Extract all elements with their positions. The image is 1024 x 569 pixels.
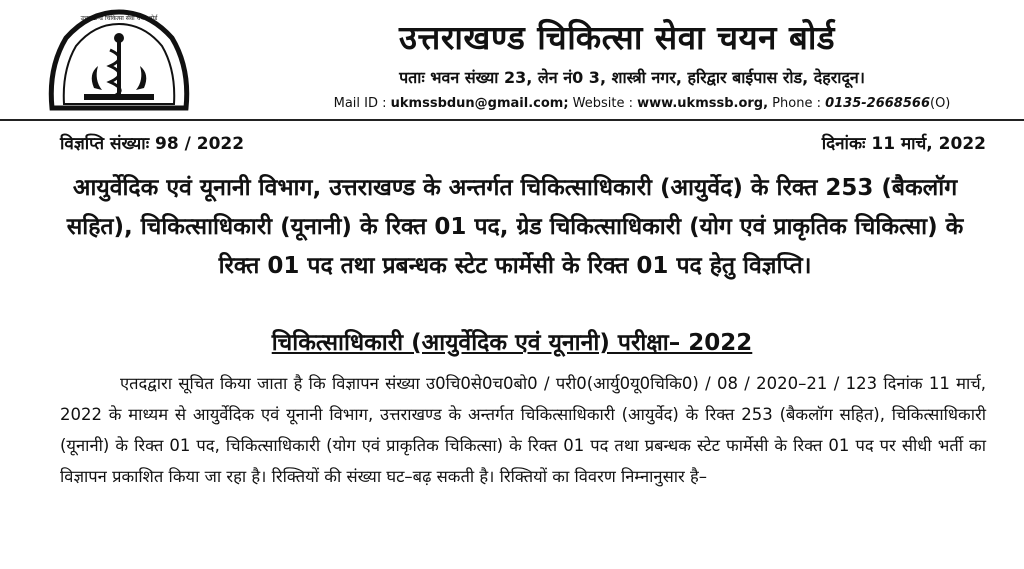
notice-heading: आयुर्वेदिक एवं यूनानी विभाग, उत्तराखण्ड के अन्तर्गत चिकित्साधिकारी (आयुर्वेद) के रिक्त 253 (बैकलॉग सहित), चिकित्साधिकारी (यूनानी) के रिक्त 01 पद, ग्रेड चिकित्साधिकारी (योग एवं प्राकृतिक चिकित्सा) के रिक्त 01 पद तथा प्रबन्धक स्टेट फार्मेसी के रिक्त 01 पद हेतु विज्ञप्ति। <box>66 175 964 279</box>
svg-text:उत्तराखण्ड चिकित्सा सेवा चयन ब: उत्तराखण्ड चिकित्सा सेवा चयन बोर्ड <box>80 15 158 22</box>
organization-address: पताः भवन संख्या 23, लेन नं0 3, शास्त्री नगर, हरिद्वार बाईपास रोड, देहरादून। <box>399 68 865 87</box>
header-divider <box>0 119 1024 121</box>
exam-title: चिकित्साधिकारी (आयुर्वेदिक एवं यूनानी) परीक्षा– 2022 <box>271 330 753 356</box>
notification-number: विज्ञप्ति संख्याः 98 / 2022 <box>60 134 245 154</box>
website-value: www.ukmssb.org, <box>637 96 769 111</box>
emblem-icon <box>44 8 194 112</box>
phone-suffix: (O) <box>930 96 951 111</box>
organization-name: उत्तराखण्ड चिकित्सा सेवा चयन बोर्ड <box>398 18 836 57</box>
website-label: Website : <box>568 96 638 111</box>
notice-body <box>60 368 986 492</box>
body-paragraph: एतदद्वारा सूचित किया जाता है कि विज्ञापन संख्या उ0चि0से0च0बो0 / परी0(आर्यु0यू0चिकि0) / 08 / 2020–21 / 123 दिनांक 11 मार्च, 2022 के माध्यम से आयुर्वेदिक एवं यूनानी विभाग, उत्तराखण्ड के अन्तर्गत चिकित्साधिकारी (आयुर्वेद) के रिक्त 253 (बैकलॉग सहित), चिकित्साधिकारी (यूनानी) के रिक्त 01 पद, चिकित्साधिकारी (योग एवं प्राकृतिक चिकित्सा) के रिक्त 01 पद तथा प्रबन्धक स्टेट फार्मेसी के रिक्त 01 पद पर सीधी भर्ती का विज्ञापन प्रकाशित किया जा रहा है। रिक्तियों की संख्या घट–बढ़ सकती है। रिक्तियों का विवरण निम्नानुसार है– <box>60 374 986 486</box>
mail-value: ukmssbdun@gmail.com; <box>390 96 569 111</box>
notification-date: दिनांकः 11 मार्च, 2022 <box>821 134 986 154</box>
mail-label: Mail ID : <box>333 96 391 111</box>
phone-value: 0135-2668566 <box>825 96 930 111</box>
board-logo <box>44 8 194 112</box>
contact-line <box>200 96 1004 111</box>
phone-label: Phone : <box>768 96 826 111</box>
